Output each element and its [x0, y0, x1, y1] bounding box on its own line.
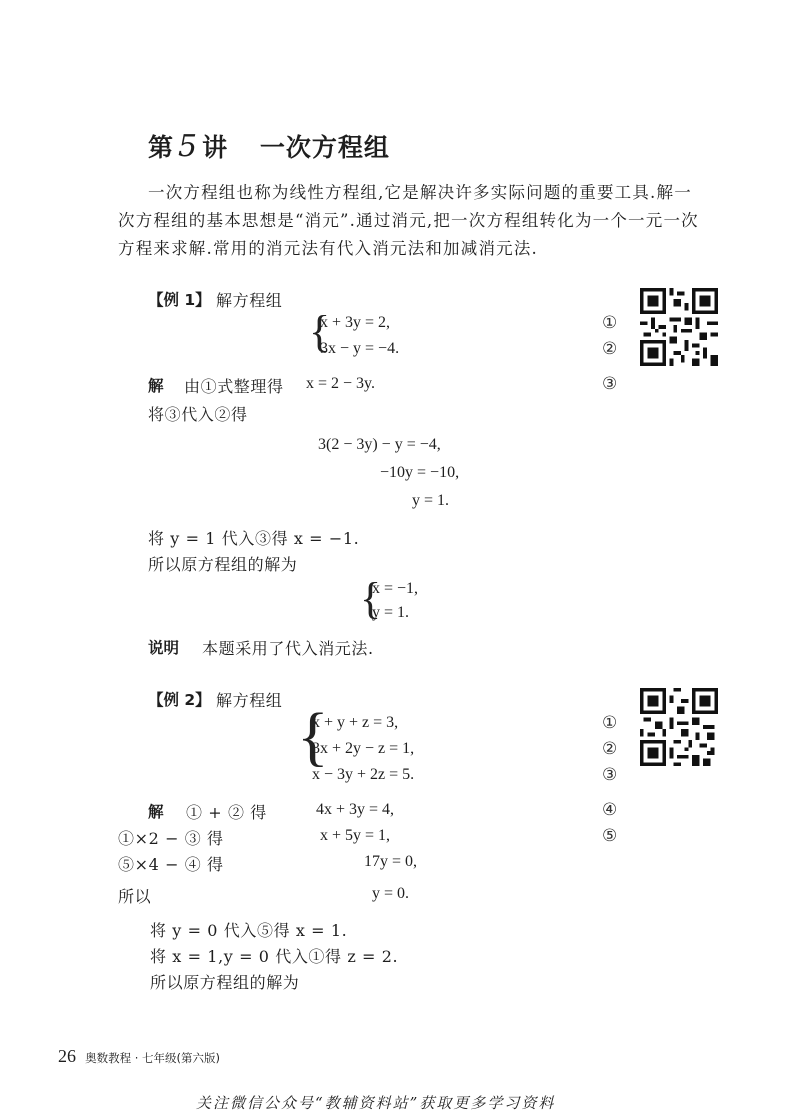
example1-step1-text: 由①式整理得 — [184, 377, 284, 396]
example2-step-1-op: ① + ② 得 — [186, 803, 267, 822]
example2-step-3-op: ⑤×4 − ④ 得 — [118, 855, 224, 874]
example2-step-1-eq: 4x + 3y = 4, — [316, 801, 395, 818]
example2-step-3-eq: 17y = 0, — [364, 853, 418, 870]
example2-so-eq: y = 0. — [372, 885, 410, 902]
example1-solution-label: 解 — [148, 377, 164, 395]
example1-eq-1: x + 3y = 2, — [320, 314, 391, 331]
example2-step-2-mark: ⑤ — [602, 826, 618, 846]
example1-back-sub: 将 y = 1 代入③得 x = −1. — [148, 529, 360, 548]
intro-line-1: 一次方程组也称为线性方程组,它是解决许多实际问题的重要工具.解一 — [148, 183, 692, 202]
example2-eq-1: x + y + z = 3, — [312, 714, 399, 731]
example2-mark-2: ② — [602, 739, 618, 759]
example2-line-b: 将 x = 1,y = 0 代入①得 z = 2. — [150, 947, 399, 966]
example1-brace: { — [309, 307, 331, 356]
example1-conclusion: 所以原方程组的解为 — [148, 555, 298, 574]
example2-solution-label: 解 — [148, 803, 164, 821]
example1-solution-x: x = −1, — [372, 580, 419, 597]
book-title: 奥数教程 · 七年级(第六版) — [85, 1051, 221, 1065]
example2-eq-2: 3x + 2y − z = 1, — [312, 740, 415, 757]
example1-mark-1: ① — [602, 313, 618, 333]
example2-prompt: 解方程组 — [216, 691, 283, 710]
lesson-suffix: 讲 — [202, 133, 229, 162]
lesson-title — [148, 128, 390, 164]
lesson-prefix: 第 — [148, 133, 175, 162]
example1-solution-y: y = 1. — [372, 604, 410, 621]
example1-note-text: 本题采用了代入消元法. — [202, 639, 374, 658]
example1-note-label: 说明 — [148, 639, 180, 657]
intro-line-2: 次方程组的基本思想是“消元”.通过消元,把一次方程组转化为一个一元一次 — [118, 211, 699, 230]
example2-line-a: 将 y = 0 代入⑤得 x = 1. — [150, 921, 348, 940]
example1-solution-brace: { — [360, 574, 382, 623]
example2-step-2-eq: x + 5y = 1, — [320, 827, 391, 844]
example1-substitute: 将③代入②得 — [148, 405, 248, 424]
example2-conclusion: 所以原方程组的解为 — [150, 973, 300, 992]
example2-step-2-op: ①×2 − ③ 得 — [118, 829, 224, 848]
example1-derivation-1: 3(2 − 3y) − y = −4, — [318, 436, 441, 453]
example2-brace: { — [297, 700, 329, 773]
qr-code-icon — [640, 288, 718, 366]
example2-eq-3: x − 3y + 2z = 5. — [312, 766, 415, 783]
example1-step1-eq: x = 2 − 3y. — [306, 375, 376, 392]
example1-step1-mark: ③ — [602, 374, 618, 394]
example1-derivation-2: −10y = −10, — [380, 464, 460, 481]
page-footer — [58, 1046, 220, 1067]
example1-label: 【例 1】 — [148, 291, 211, 309]
watermark: 关注微信公众号“教辅资料站”获取更多学习资料 — [196, 1094, 556, 1112]
lesson-number: 5 — [178, 129, 199, 164]
example2-step-1-mark: ④ — [602, 800, 618, 820]
example1-eq-2: 3x − y = −4. — [320, 340, 400, 357]
example2-so-label: 所以 — [118, 887, 152, 906]
example2-mark-1: ① — [602, 713, 618, 733]
qr-code-icon — [640, 688, 718, 766]
lesson-name: 一次方程组 — [259, 133, 390, 162]
page-number: 26 — [58, 1046, 76, 1066]
example1-derivation-3: y = 1. — [412, 492, 450, 509]
example1-prompt: 解方程组 — [216, 291, 283, 310]
example2-mark-3: ③ — [602, 765, 618, 785]
example1-mark-2: ② — [602, 339, 618, 359]
intro-line-3: 方程来求解.常用的消元法有代入消元法和加减消元法. — [118, 239, 538, 258]
example2-label: 【例 2】 — [148, 691, 211, 709]
